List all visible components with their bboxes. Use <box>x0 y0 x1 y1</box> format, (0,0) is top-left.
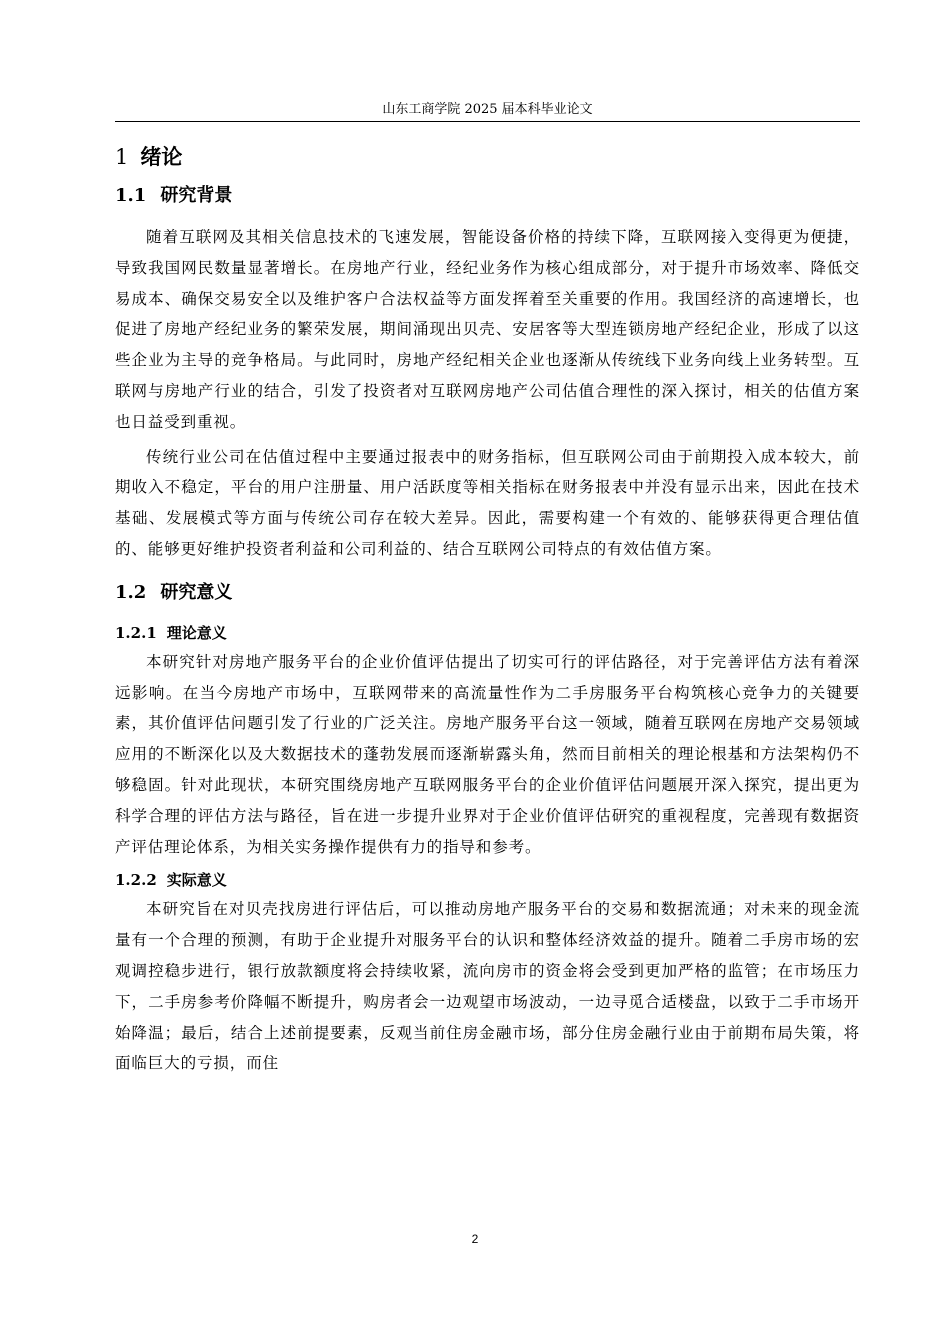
page-body <box>115 136 860 1083</box>
header-title: 山东工商学院 2025 届本科毕业论文 <box>382 102 593 117</box>
subsection-number: 1.2.2 <box>115 871 157 890</box>
chapter-heading <box>115 142 860 172</box>
section-title: 研究意义 <box>160 581 233 603</box>
section-title: 研究背景 <box>160 185 233 206</box>
paragraph: 本研究旨在对贝壳找房进行评估后，可以推动房地产服务平台的交易和数据流通；对未来的现金流量有一个合理的预测，有助于企业提升对服务平台的认识和整体经济效益的提升。随着二手房市场的宏观调控稳步进行，银行放款额度将会持续收紧，流向房市的资金将会受到更加严格的监管；在市场压力下，二手房参考价降幅不断提升，购房者会一边观望市场波动，一边寻觅合适楼盘，以致于二手市场开始降温；最后，结合上述前提要素，反观当前住房金融市场，部分住房金融行业由于前期布局失策，将面临巨大的亏损，而住 <box>115 900 860 1073</box>
subsection-number: 1.2.1 <box>115 623 157 642</box>
subsection-title: 实际意义 <box>166 871 227 890</box>
chapter-title: 绪论 <box>140 144 183 169</box>
section-heading-background <box>115 182 860 210</box>
subsection-title: 理论意义 <box>166 623 227 642</box>
header-divider <box>115 121 860 122</box>
paragraph: 本研究针对房地产服务平台的企业价值评估提出了切实可行的评估路径，对于完善评估方法有着深远影响。在当今房地产市场中，互联网带来的高流量性作为二手房服务平台构筑核心竞争力的关键要素，其价值评估问题引发了行业的广泛关注。房地产服务平台这一领域，随着互联网在房地产交易领域应用的不断深化以及大数据技术的蓬勃发展而逐渐崭露头角，然而目前相关的理论根基和方法架构仍不够稳固。针对此现状，本研究围绕房地产互联网服务平台的企业价值评估问题展开深入探究，提出更为科学合理的评估方法与路径，旨在进一步提升业界对于企业价值评估研究的重视程度，完善现有数据资产评估理论体系，为相关实务操作提供有力的指导和参考。 <box>115 652 860 856</box>
page-number: 2 <box>471 1232 479 1246</box>
page-header <box>115 102 860 118</box>
section-number: 1.2 <box>115 581 147 603</box>
section-number: 1.1 <box>115 185 147 206</box>
chapter-number: 1 <box>115 145 129 169</box>
section-heading-significance <box>115 579 860 607</box>
subsection-heading-practical <box>115 866 860 894</box>
paragraph: 随着互联网及其相关信息技术的飞速发展，智能设备价格的持续下降，互联网接入变得更为便捷，导致我国网民数量显著增长。在房地产行业，经纪业务作为核心组成部分，对于提升市场效率、降低交易成本、确保交易安全以及维护客户合法权益等方面发挥着至关重要的作用。我国经济的高速增长，也促进了房地产经纪业务的繁荣发展，期间涌现出贝壳、安居客等大型连锁房地产经纪企业，形成了以这些企业为主导的竞争格局。与此同时，房地产经纪相关企业也逐渐从传统线下业务向线上业务转型。互联网与房地产行业的结合，引发了投资者对互联网房地产公司估值合理性的深入探讨，相关的估值方案也日益受到重视。 <box>115 228 860 431</box>
paragraph: 传统行业公司在估值过程中主要通过报表中的财务指标，但互联网公司由于前期投入成本较大，前期收入不稳定，平台的用户注册量、用户活跃度等相关指标在财务报表中并没有显示出来，因此在技术基础、发展模式等方面与传统公司存在较大差异。因此，需要构建一个有效的、能够获得更合理估值的、能够更好维护投资者利益和公司利益的、结合互联网公司特点的有效估值方案。 <box>115 447 860 558</box>
subsection-heading-theoretical <box>115 619 860 647</box>
